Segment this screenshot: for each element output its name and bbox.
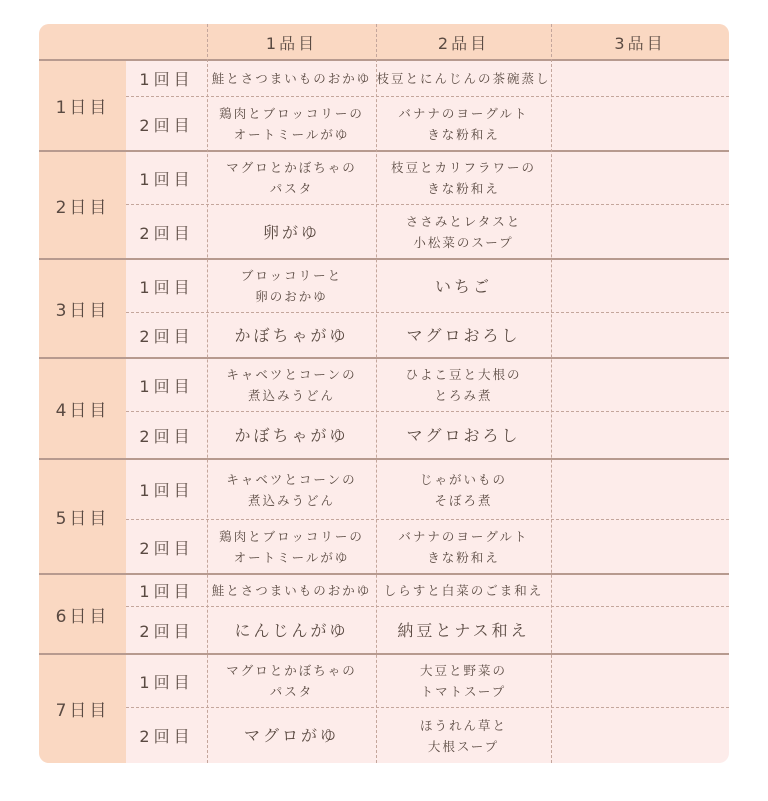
dish-cell: 大豆と野菜の トマトスープ bbox=[419, 663, 507, 699]
meal-label: 1回目 bbox=[139, 70, 194, 89]
dish-cell: マグロおろし bbox=[406, 326, 521, 345]
dish-cell: マグロおろし bbox=[406, 426, 521, 445]
dish-cell: かぼちゃがゆ bbox=[234, 426, 349, 445]
dish-cell bbox=[551, 151, 729, 205]
dish-cell: キャベツとコーンの 煮込みうどん bbox=[226, 471, 357, 508]
meal-label: 2回目 bbox=[139, 115, 194, 135]
day-divider bbox=[39, 458, 729, 460]
dish-cell bbox=[551, 205, 729, 259]
dish-cell bbox=[551, 259, 729, 313]
meal-label: 1回目 bbox=[139, 582, 194, 601]
dish-cell bbox=[551, 97, 729, 151]
meal-label: 2回目 bbox=[139, 427, 194, 446]
day-label: 3日目 bbox=[39, 259, 126, 358]
dish-cell: 鮭とさつまいものおかゆ bbox=[211, 583, 372, 598]
dish-cell: いちご bbox=[434, 276, 492, 296]
table-header bbox=[39, 24, 729, 60]
day-label: 4日目 bbox=[39, 358, 126, 459]
meal-label: 1回目 bbox=[139, 277, 194, 297]
meal-label: 1回目 bbox=[139, 481, 194, 500]
header-dish-2: 2品目 bbox=[437, 33, 490, 53]
dish-cell: しらすと白菜のごま和え bbox=[383, 583, 544, 598]
dish-cell: マグロとかぼちゃの パスタ bbox=[226, 160, 357, 196]
day-divider bbox=[39, 653, 729, 655]
dish-cell: 卵がゆ bbox=[262, 222, 320, 242]
dish-cell: バナナのヨーグルト きな粉和え bbox=[398, 106, 529, 142]
dish-cell: 納豆とナス和え bbox=[397, 621, 530, 640]
dish-cell bbox=[551, 459, 729, 520]
dish-cell bbox=[551, 60, 729, 97]
meal-divider bbox=[126, 411, 729, 412]
day-divider bbox=[39, 59, 729, 61]
meal-divider bbox=[126, 606, 729, 607]
dish-cell bbox=[551, 654, 729, 708]
day-label: 5日目 bbox=[39, 459, 126, 574]
meal-label: 1回目 bbox=[139, 169, 194, 189]
dish-cell: にんじんがゆ bbox=[234, 621, 349, 640]
dish-cell: 鮭とさつまいものおかゆ bbox=[211, 71, 372, 86]
day-divider bbox=[39, 258, 729, 260]
dish-cell: 鶏肉とブロッコリーの オートミールがゆ bbox=[219, 529, 364, 565]
day-divider bbox=[39, 150, 729, 152]
dish-cell: マグロとかぼちゃの パスタ bbox=[226, 663, 357, 699]
meal-label: 2回目 bbox=[139, 622, 194, 641]
meal-label: 1回目 bbox=[139, 376, 194, 396]
column-divider bbox=[207, 24, 208, 763]
dish-cell: ひよこ豆と大根の とろみ煮 bbox=[405, 367, 522, 403]
dish-cell: 鶏肉とブロッコリーの オートミールがゆ bbox=[219, 106, 364, 142]
dish-cell bbox=[551, 358, 729, 412]
meal-divider bbox=[126, 204, 729, 205]
dish-cell bbox=[551, 708, 729, 763]
meal-label: 2回目 bbox=[139, 223, 194, 243]
column-divider bbox=[551, 24, 552, 763]
day-label: 2日目 bbox=[39, 151, 126, 259]
dish-cell bbox=[551, 574, 729, 607]
weekly-meal-table bbox=[39, 24, 729, 763]
dish-cell: マグロがゆ bbox=[243, 726, 339, 745]
dish-cell: キャベツとコーンの 煮込みうどん bbox=[226, 367, 357, 403]
dish-cell bbox=[551, 313, 729, 358]
header-dish-3: 3品目 bbox=[614, 33, 666, 53]
dish-cell: 枝豆とカリフラワーの きな粉和え bbox=[390, 160, 536, 196]
meal-divider bbox=[126, 707, 729, 708]
dish-cell: ほうれん草と 大根スープ bbox=[419, 717, 507, 754]
header-dish-1: 1品目 bbox=[265, 33, 318, 53]
dish-cell: バナナのヨーグルト きな粉和え bbox=[398, 529, 529, 565]
dish-cell: かぼちゃがゆ bbox=[234, 326, 349, 345]
dish-cell bbox=[551, 520, 729, 574]
day-label: 7日目 bbox=[39, 654, 126, 763]
dish-cell: 枝豆とにんじんの茶碗蒸し bbox=[376, 71, 551, 86]
meal-divider bbox=[126, 96, 729, 97]
dish-cell bbox=[551, 607, 729, 654]
meal-divider bbox=[126, 519, 729, 520]
day-label: 6日目 bbox=[39, 574, 126, 654]
day-divider bbox=[39, 573, 729, 575]
meal-label: 2回目 bbox=[139, 327, 194, 346]
dish-cell bbox=[551, 412, 729, 459]
column-divider bbox=[376, 24, 377, 763]
dish-cell: じゃがいもの そぼろ煮 bbox=[419, 471, 507, 508]
dish-cell: ブロッコリーと 卵のおかゆ bbox=[240, 268, 343, 304]
meal-divider bbox=[126, 312, 729, 313]
meal-label: 2回目 bbox=[139, 727, 194, 746]
day-divider bbox=[39, 357, 729, 359]
meal-label: 1回目 bbox=[139, 672, 194, 692]
dish-cell: ささみとレタスと 小松菜のスープ bbox=[405, 214, 522, 250]
meal-label: 2回目 bbox=[139, 538, 194, 558]
day-label: 1日目 bbox=[39, 60, 126, 151]
